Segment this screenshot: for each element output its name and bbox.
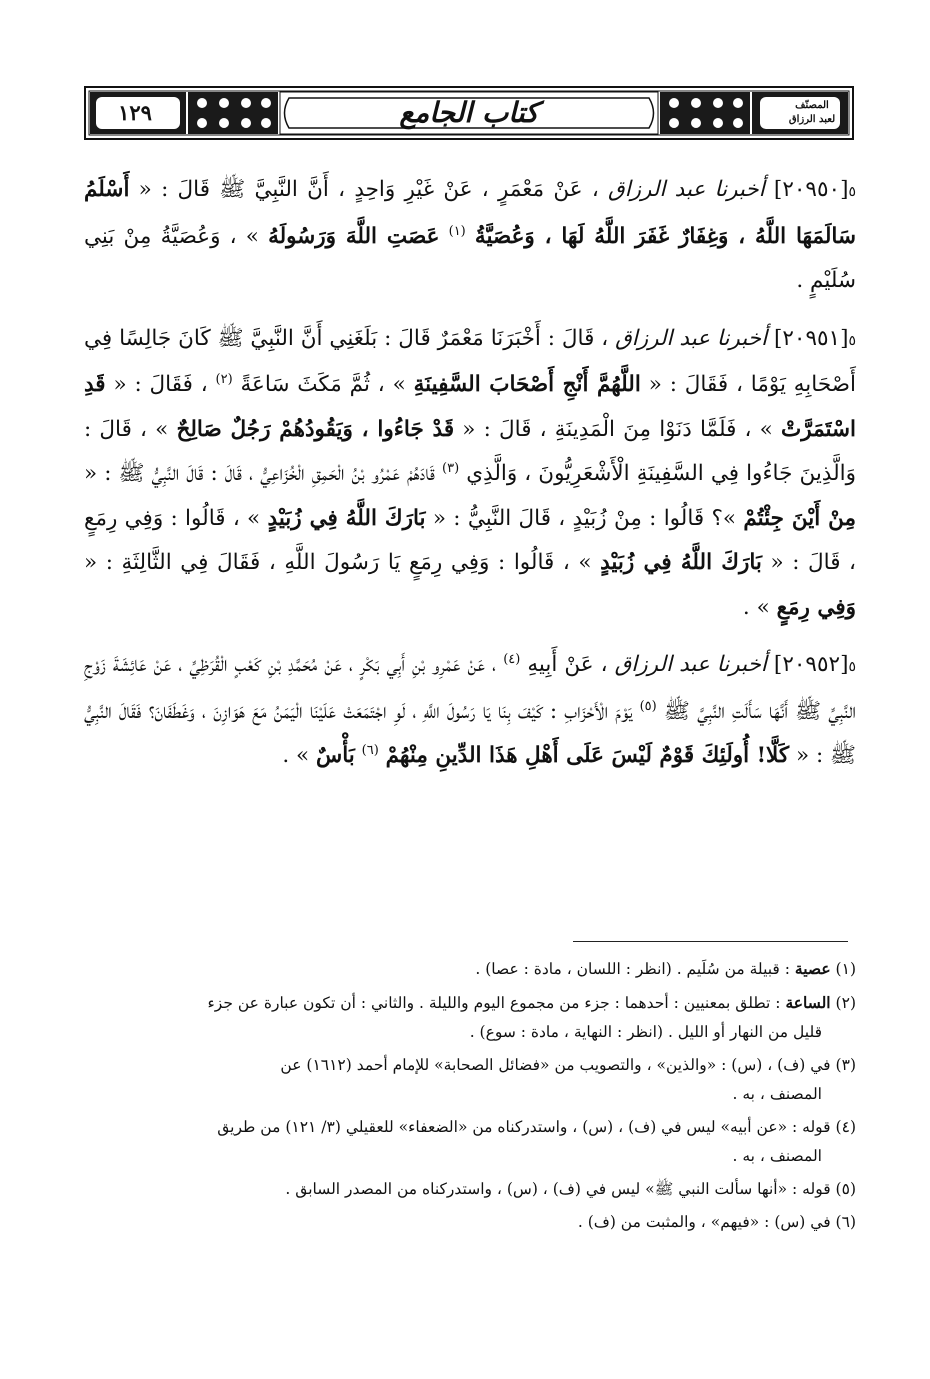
page-header (84, 86, 854, 140)
footnote-continuation: قليل من النهار أو الليل . (انظر : النهاية ، مادة : سوع) . (469, 1023, 822, 1041)
prophetic-speech: بَارَكَ اللَّهُ فِي زُبَيْدٍ (267, 505, 426, 531)
footnote-text: : قبيلة من سُلَيم . (انظر : اللسان ، مادة : عصا) . (475, 960, 790, 978)
narration-text: » . (742, 594, 770, 620)
narration-text: ، عَنْ عَمْرِو بْنِ أَبِي بَكْرٍ ، عَنْ مُحَمَّدِ بْنِ كَعْبٍ الْقُرَظِيِّ ، عَنْ عَائِشَةَ زَوْجِ النَّبِيِّ ﷺ أَنَّهَا سَأَلَتِ النَّبِيَّ ﷺ (84, 652, 857, 724)
narration-text: قَادَهُمْ عَمْرُو بْنُ الْحَمِقِ الْخُزَاعِيُّ ، قَالَ : قَالَ النَّبِيُّ ﷺ : « (84, 461, 435, 486)
footnote (84, 1208, 856, 1237)
prophetic-speech: اللَّهُمَّ أَنْجِ أَصْحَابَ السَّفِينَةِ (413, 372, 641, 397)
narration-text: » . (282, 743, 310, 768)
hadith-circle-marker: ٥ (848, 659, 856, 675)
prophetic-speech: وَفِي رِمَعٍ (776, 594, 856, 620)
footnote-marker: (٢) (835, 994, 856, 1012)
footnotes (84, 954, 856, 1241)
narration-text: »؟ قَالُوا : مِنْ زُبَيْدٍ ، قَالَ النَّبِيُّ : « (432, 505, 737, 531)
footnote-text: في (س) : «فيهم» ، والمثبت من (ف) . (577, 1213, 831, 1231)
hadith-paragraph (84, 317, 856, 631)
footnote-marker: (١) (835, 960, 856, 978)
footnote-reference: (٥) (639, 698, 657, 714)
narration-text: ، قَالَ : أَخْبَرَنَا مَعْمَرٌ قَالَ : بَلَغَنِي أَنَّ النَّبِيَّ ﷺ كَانَ جَالِسًا فِي أَصْحَابِهِ يَوْمًا ، فَقَالَ : « (84, 325, 856, 397)
prophetic-speech: أَسْلَمُ سَالَمَهَا اللَّهُ ، وَغِفَارٌ غَفَرَ اللَّهُ لَهَا ، وَعُصَيَّةُ (84, 177, 856, 249)
prophetic-speech: قَدْ جَاءُوا ، وَيَقُودُهُمْ رَجُلٌ صَالِحٌ (176, 416, 455, 442)
narration-text: » ، قَالُوا : وَفِي رِمَعٍ يَا رَسُولَ اللَّهِ ، فَقَالَ فِي الثَّالِثَةِ : « (84, 550, 592, 575)
prophetic-speech: كَلَّا! أُولَئِكَ قَوْمٌ لَيْسَ عَلَى أَهْلِ هَذَا الدِّينِ مِنْهُمْ (385, 743, 790, 768)
narration-text: » ، قَالَ : وَالَّذِينَ جَاءُوا فِي السَّفِينَةِ الْأَشْعَرِيُّونَ ، وَالَّذِي (84, 416, 856, 486)
hadith-circle-marker: ٥ (848, 184, 856, 200)
footnote-continuation: المصنف ، به . (732, 1085, 822, 1103)
hadith-circle-marker: ٥ (848, 332, 857, 349)
narration-text: ، عَنْ أَبِيهِ (527, 652, 608, 677)
page-number: ١٢٩ (118, 100, 152, 125)
footnote-term: الساعة (785, 993, 831, 1012)
footnote-reference: (١) (448, 223, 466, 239)
footnote (84, 1051, 856, 1109)
footnote (84, 1175, 856, 1204)
hadith-number: [٢٠٩٥١] (767, 325, 849, 351)
footnote-divider (573, 941, 848, 942)
hadith-paragraph (84, 643, 856, 779)
footnote-reference: (٤) (503, 652, 521, 667)
footnote-reference: (٢) (215, 372, 233, 387)
publisher-badge-line: لعبد الرزاق (788, 114, 836, 125)
prophetic-speech: بَأْسٌ (316, 743, 355, 768)
prophetic-speech: قَدِ اسْتَمَرَّتْ (84, 372, 856, 442)
footnote-continuation: المصنف ، به . (732, 1147, 822, 1165)
footnote (84, 988, 856, 1047)
footnote-reference: (٣) (442, 461, 460, 476)
footnote-reference: (٦) (361, 743, 379, 758)
narration-text: يَوْمَ الْأَحْزَابِ : كَيْفَ بِنَا يَا رَسُولَ اللَّهِ ، لَوِ اجْتَمَعَتْ عَلَيْنَا الْيَمَنُ مَعَ هَوَازِنَ ، وَغَطَفَانَ؟ فَقَالَ النَّبِيُّ ﷺ : « (84, 698, 856, 768)
book-title: كتاب الجامع (399, 96, 539, 129)
narration-text: أخبرنا عبد الرزاق (608, 177, 765, 202)
narration-text: » ، وَعُصَيَّةُ مِنْ بَنِي سُلَيْمٍ . (84, 223, 856, 293)
main-text (84, 168, 856, 779)
footnote-marker: (٥) (835, 1180, 856, 1198)
narration-text: أخبرنا عبد الرزاق (615, 325, 768, 351)
narration-text: » ، فَلَمَّا دَنَوْا مِنَ الْمَدِينَةِ ، قَالَ : « (462, 416, 773, 442)
prophetic-speech: بَارَكَ اللَّهُ فِي زُبَيْدٍ (600, 550, 762, 575)
narration-text: ، فَقَالَ : « (113, 372, 208, 397)
footnote-marker: (٣) (835, 1056, 856, 1074)
footnote-text: : تطلق بمعنيين : أحدهما : جزء من مجموع اليوم والليلة . والثاني : أن تكون عبارة عن جزء (207, 994, 781, 1012)
hadith-paragraph (84, 168, 856, 304)
prophetic-speech: مِنْ أَيْنَ جِئْتُمْ (743, 505, 857, 531)
footnote-marker: (٤) (835, 1118, 856, 1136)
footnote-text: قوله : «عن أبيه» ليس في (ف) ، (س) ، واستدركناه من «الضعفاء» للعقيلي (٣/ ١٢١) من طريق (217, 1118, 831, 1136)
hadith-number: [٢٠٩٥٠] (764, 177, 849, 202)
prophetic-speech: عَصَتِ اللَّهَ وَرَسُولَهُ (268, 223, 440, 249)
footnote-text: في (ف) ، (س) : «والذين» ، والتصويب من «فضائل الصحابة» للإمام أحمد (١٦١٢) عن (280, 1056, 831, 1074)
narration-text: ، عَنْ مَعْمَرٍ ، عَنْ غَيْرِ وَاحِدٍ ، أَنَّ النَّبِيَّ ﷺ قَالَ : « (138, 177, 599, 202)
publisher-badge (770, 86, 854, 140)
narration-text: » ، ثُمَّ مَكَثَ سَاعَةً (240, 372, 406, 397)
footnote (84, 954, 856, 984)
hadith-number: [٢٠٩٥٢] (766, 652, 849, 677)
footnote (84, 1113, 856, 1171)
footnote-text: قوله : «أنها سألت النبي ﷺ» ليس في (ف) ، (س) ، واستدركناه من المصدر السابق . (285, 1180, 831, 1198)
publisher-badge-line: المصنّف (795, 100, 829, 111)
narration-text: أخبرنا عبد الرزاق (614, 652, 767, 677)
narration-text: » ، قَالُوا : وَفِي رِمَعٍ ، قَالَ : « (84, 505, 856, 575)
footnote-term: عصية (794, 959, 831, 978)
footnote-marker: (٦) (835, 1213, 856, 1231)
